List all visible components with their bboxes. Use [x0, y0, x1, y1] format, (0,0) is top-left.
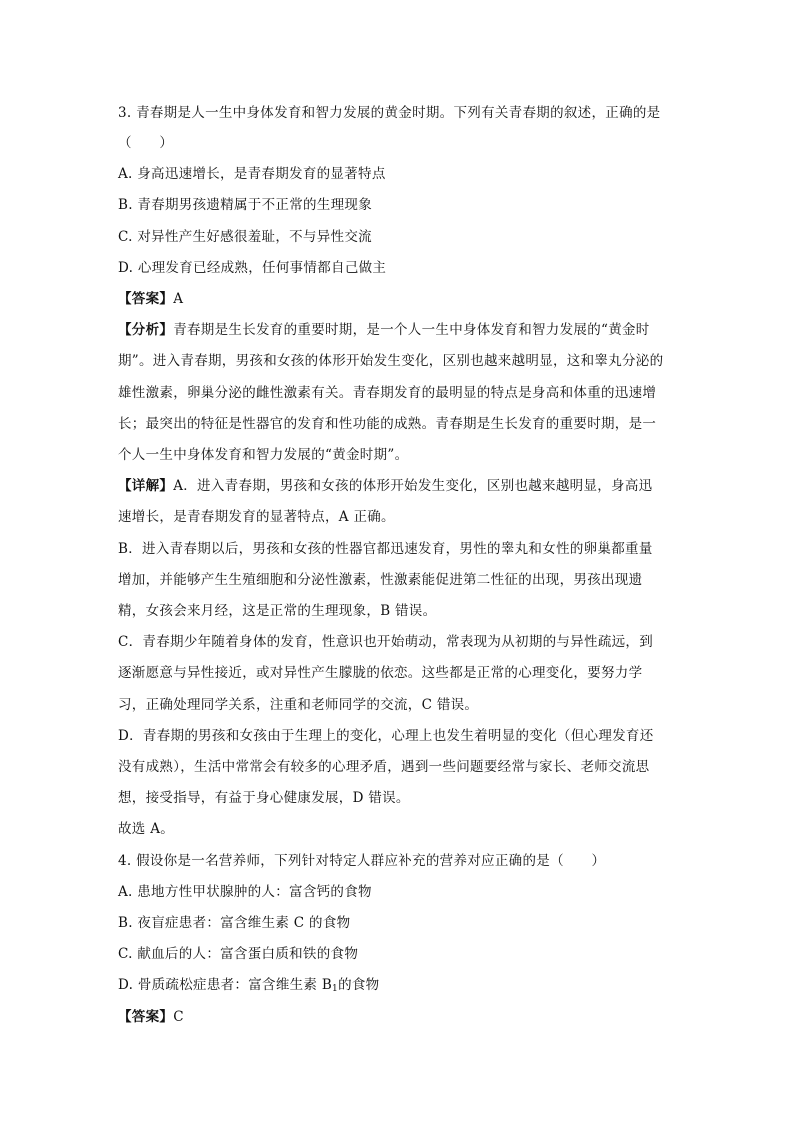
- q4-option-d-subscript: 1: [332, 984, 339, 994]
- q3-option-d: D. 心理发育已经成熟，任何事情都自己做主: [118, 260, 387, 276]
- detail-line: 精，女孩会来月经，这是正常的生理现象，B 错误。: [118, 603, 437, 619]
- q3-option-b: B. 青春期男孩遗精属于不正常的生理现象: [118, 197, 373, 213]
- q3-conclusion: 故选 A。: [118, 821, 175, 837]
- detail-line: [118, 477, 652, 495]
- detail-line: 想，接受指导，有益于身心健康发展，D 错误。: [118, 790, 410, 806]
- q4-option-d-prefix: D. 骨质疏松症患者：富含维生素 B: [118, 977, 333, 993]
- q3-answer-line: [118, 290, 183, 308]
- answer-value: A: [173, 291, 184, 307]
- q3-paren: （ ）: [118, 135, 174, 151]
- answer-tag: 【答案】: [118, 291, 174, 307]
- q4-option-a: A. 患地方性甲状腺肿的人：富含钙的食物: [118, 884, 372, 900]
- analysis-line: 期”。进入青春期，男孩和女孩的体形开始发生变化，区别也越来越明显，这和睾丸分泌的: [118, 353, 664, 369]
- analysis-tag: 【分析】: [118, 322, 174, 338]
- q4-stem: 4. 假设你是一名营养师，下列针对特定人群应补充的营养对应正确的是（ ）: [118, 853, 606, 869]
- detail-tag: 【详解】: [118, 478, 174, 494]
- analysis-line: 雄性激素，卵巢分泌的雌性激素有关。青春期发育的最明显的特点是身高和体重的迅速增: [118, 385, 657, 401]
- detail-text: A．进入青春期，男孩和女孩的体形开始发生变化，区别也越来越明显，身高迅: [173, 478, 653, 494]
- detail-line: 逐渐愿意与异性接近，或对异性产生朦胧的依恋。这些都是正常的心理变化，要努力学: [118, 665, 643, 681]
- analysis-line: 长；最突出的特征是性器官的发育和性功能的成熟。青春期是生长发育的重要时期，是一: [118, 416, 657, 432]
- q3-stem: 3. 青春期是人一生中身体发育和智力发展的黄金时期。下列有关青春期的叙述，正确的是: [118, 105, 661, 121]
- q4-option-d-suffix: 的食物: [338, 977, 380, 993]
- detail-line: C．青春期少年随着身体的发育，性意识也开始萌动，常表现为从初期的与异性疏远，到: [118, 634, 654, 650]
- q4-option-b: B. 夜盲症患者：富含维生素 C 的食物: [118, 915, 351, 931]
- q3-option-a: A. 身高迅速增长，是青春期发育的显著特点: [118, 166, 386, 182]
- analysis-text: 青春期是生长发育的重要时期，是一个人一生中身体发育和智力发展的“黄金时: [173, 322, 650, 338]
- detail-line: 速增长，是青春期发育的显著特点，A 正确。: [118, 509, 395, 525]
- answer-tag: 【答案】: [118, 1009, 174, 1025]
- detail-line: 习，正确处理同学关系，注重和老师同学的交流，C 错误。: [118, 697, 479, 713]
- answer-value: C: [173, 1009, 184, 1025]
- detail-line: 增加，并能够产生生殖细胞和分泌性激素，性激素能促进第二性征的出现，男孩出现遗: [118, 572, 643, 588]
- q4-answer-line: [118, 1008, 184, 1026]
- detail-line: D．青春期的男孩和女孩由于生理上的变化，心理上也发生着明显的变化（但心理发育还: [118, 728, 654, 744]
- q3-option-c: C. 对异性产生好感很羞耻，不与异性交流: [118, 229, 372, 245]
- q4-option-d: [118, 976, 379, 998]
- q4-option-c: C. 献血后的人：富含蛋白质和铁的食物: [118, 946, 359, 962]
- detail-line: B．进入青春期以后，男孩和女孩的性器官都迅速发育，男性的睾丸和女性的卵巢都重量: [118, 541, 653, 557]
- analysis-line: [118, 321, 650, 339]
- analysis-line: 个人一生中身体发育和智力发展的“黄金时期”。: [118, 447, 409, 463]
- detail-line: 没有成熟），生活中常常会有较多的心理矛盾，遇到一些问题要经常与家长、老师交流思: [118, 759, 650, 775]
